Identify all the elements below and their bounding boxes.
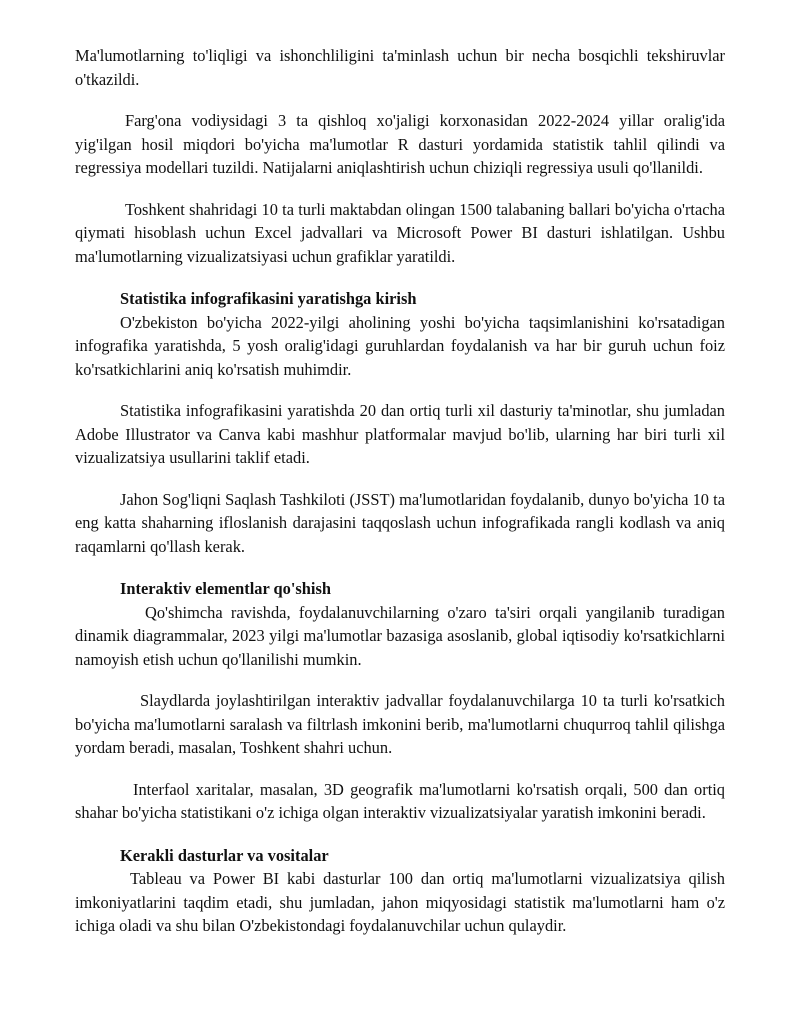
paragraph-age-distribution: O'zbekiston bo'yicha 2022-yilgi aholining yoshi bo'yicha taqsimlanishini ko'rsatadigan infografika yaratishda, 5 yosh oralig'idagi guruhlardan foydalanish va har bir guruh uchun foiz ko'rsatkichlarini aniq ko'rsatish muhimdir. bbox=[75, 312, 725, 379]
section-heading-infographic-intro: Statistika infografikasini yaratishga kirish bbox=[120, 289, 417, 308]
paragraph-software-tools: Statistika infografikasini yaratishda 20 dan ortiq turli xil dasturiy ta'minotlar, shu jumladan Adobe Illustrator va Canva kabi mashhur platformalar mavjud bo'lib, ularning har biri turli xil vizualizatsiya usullarini taklif etadi. bbox=[75, 401, 725, 467]
paragraph-interactive-maps: Interfaol xaritalar, masalan, 3D geografik ma'lumotlarni ko'rsatish orqali, 500 dan ortiq shahar bo'yicha statistikani o'z ichiga olgan interaktiv vizualizatsiyalar yaratish imkonini beradi. bbox=[75, 779, 725, 822]
section-heading-required-software: Kerakli dasturlar va vositalar bbox=[120, 845, 329, 865]
paragraph-who-pollution: Jahon Sog'liqni Saqlash Tashkiloti (JSST) ma'lumotlaridan foydalanib, dunyo bo'yicha 10 ta eng katta shaharning ifloslanish darajasini taqqoslash uchun infografikada rangli kodlash va aniq raqamlarni qo'llash kerak. bbox=[75, 489, 725, 556]
paragraph-interactive-tables: Slaydlarda joylashtirilgan interaktiv jadvallar foydalanuvchilarga 10 ta turli ko'rsatkich bo'yicha ma'lumotlarni saralash va filtrlash imkonini berib, ma'lumotlarni chuqurroq tahlil qilishga yordam beradi, masalan, Toshkent shahri uchun. bbox=[75, 691, 725, 757]
paragraph-tashkent-schools: Toshkent shahridagi 10 ta turli maktabdan olingan 1500 talabaning ballari bo'yicha o'rtacha qiymati hisoblash uchun Excel jadvallari va Microsoft Power BI dasturi ishlatilgan. Ushbu ma'lumotlarning vizualizatsiyasi uchun grafiklar yaratildi. bbox=[75, 199, 725, 266]
paragraph-fergana-harvest: Farg'ona vodiysidagi 3 ta qishloq xo'jaligi korxonasidan 2022-2024 yillar oralig'ida yig'ilgan hosil miqdori bo'yicha ma'lumotlar R dasturi yordamida statistik tahlil qilindi va regressiya modellari tuzildi. Natijalarni aniqlashtirish uchun chiziqli regressiya usuli qo'llanildi. bbox=[75, 111, 725, 177]
paragraph-tableau-powerbi: Tableau va Power BI kabi dasturlar 100 dan ortiq ma'lumotlarni vizualizatsiya qilish imkoniyatlarini taqdim etadi, shu jumladan, jahon miqyosidagi statistik ma'lumotlarni ham o'z ichiga oladi va shu bilan O'zbekistondagi foydalanuvchilar uchun qulaydir. bbox=[75, 869, 725, 935]
paragraph-dynamic-diagrams: Qo'shimcha ravishda, foydalanuvchilarning o'zaro ta'siri orqali yangilanib turadigan dinamik diagrammalar, 2023 yilgi ma'lumotlar bazasiga asoslanib, global iqtisodiy ko'rsatkichlarni namoyish etish uchun qo'llanilishi mumkin. bbox=[75, 602, 725, 669]
paragraph-verification: Ma'lumotlarning to'liqligi va ishonchliligini ta'minlash uchun bir necha bosqichli tekshiruvlar o'tkazildi. bbox=[75, 46, 725, 89]
section-heading-interactive-elements: Interaktiv elementlar qo'shish bbox=[120, 579, 331, 598]
